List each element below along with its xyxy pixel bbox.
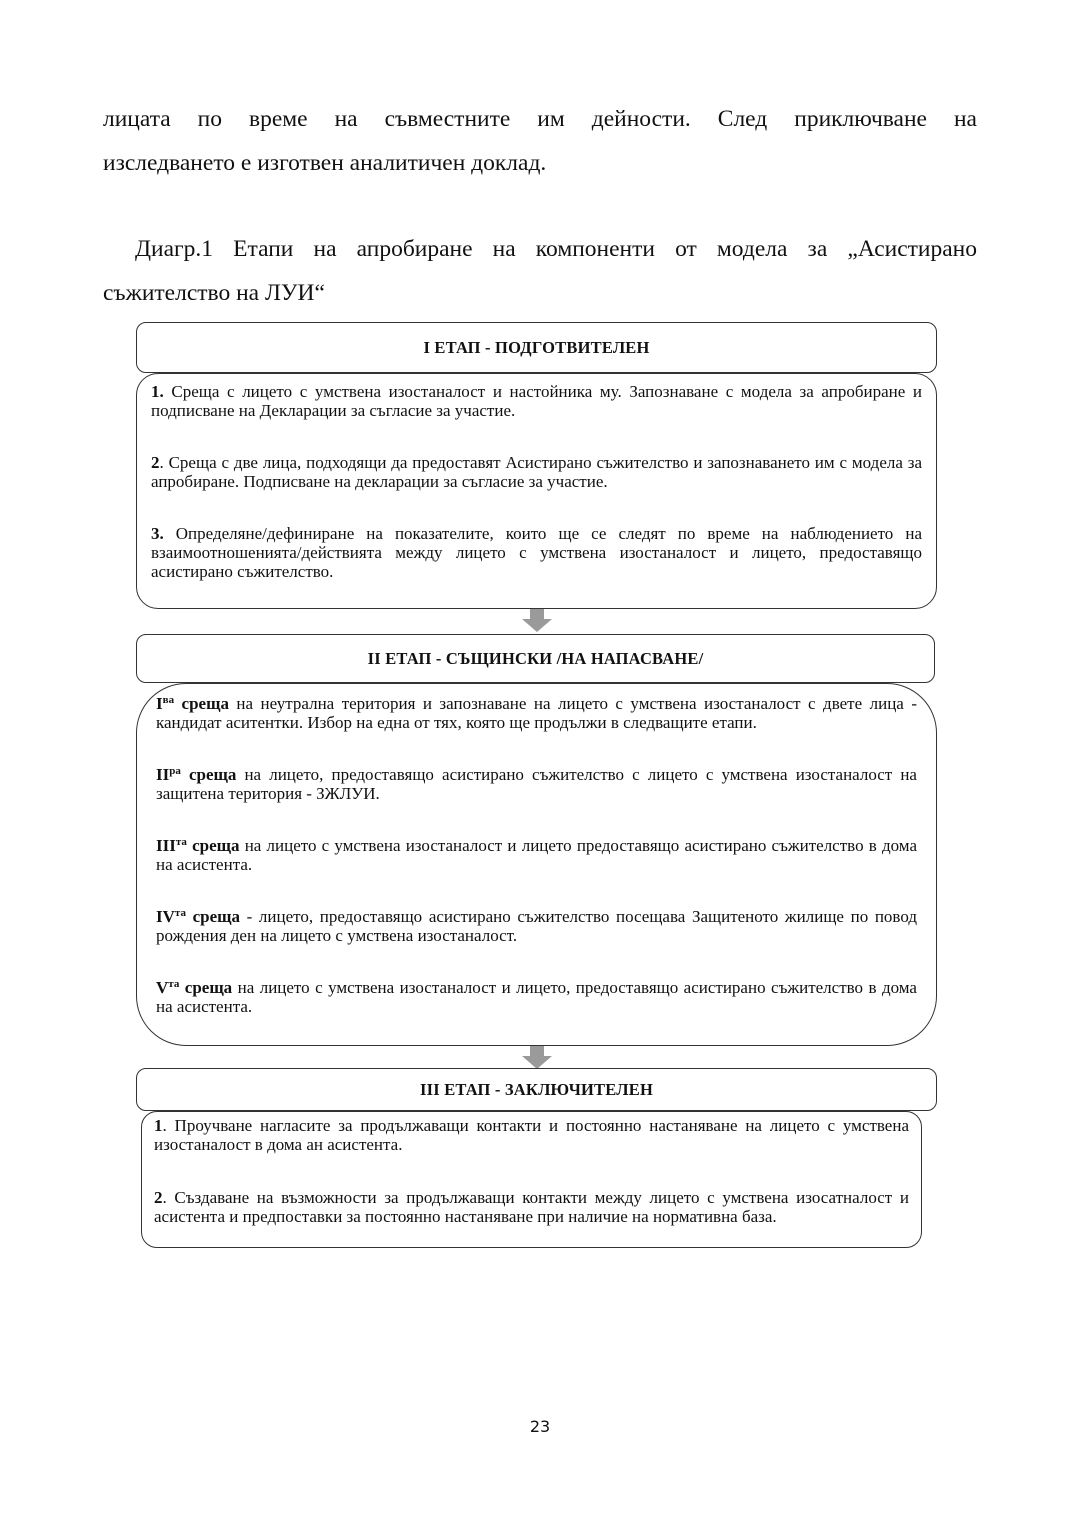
paragraph-line: лицата по време на съвместните им дейности. След приключване на [103, 106, 977, 132]
stage-item [151, 453, 922, 491]
ordinal-suffix: ва [162, 694, 175, 706]
item-number: 1. [151, 382, 164, 401]
stage-item [156, 978, 917, 1016]
item-text: . Създаване на възможности за продължаващи контакти между лицето с умствена изосатналост и асистента и предпоставки за постоянно настаняване при наличие на нормативна база. [154, 1188, 909, 1226]
arrow-down-icon [521, 609, 553, 633]
meeting-ordinal: III [156, 836, 176, 855]
stage-2-body [136, 683, 937, 1046]
meeting-ordinal: II [156, 765, 170, 784]
item-number: 2 [151, 453, 160, 472]
ordinal-suffix: та [174, 907, 186, 919]
item-text: на лицето с умствена изостаналост и лицето предоставящо асистирано съжителство в дома на асистента. [156, 836, 917, 874]
caption-line: съжителство на ЛУИ“ [103, 280, 325, 306]
item-text: Среща с лицето с умствена изостаналост и настойника му. Запознаване с модела за апробиране и подписване на Декларации за съгласие за участие. [151, 382, 922, 420]
item-text: на лицето с умствена изостаналост и лицето, предоставящо асистирано съжителство в дома на асистента. [156, 978, 917, 1016]
ordinal-suffix: ра [169, 765, 181, 777]
stage-item [156, 765, 917, 803]
meeting-word: среща [180, 765, 237, 784]
stage-item [154, 1116, 909, 1154]
meeting-ordinal: I [156, 694, 163, 713]
stage-item [154, 1188, 909, 1226]
stage-item [156, 694, 917, 732]
meeting-word: среща [186, 836, 240, 855]
stage-1-header: I ЕТАП - ПОДГОТВИТЕЛЕН [136, 322, 937, 373]
stage-item [151, 382, 922, 420]
meeting-ordinal: IV [156, 907, 175, 926]
stage-3-body [141, 1111, 922, 1248]
item-text: - лицето, предоставящо асистирано съжителство посещава Защитеното жилище по повод рождения ден на лицето с умствена изостаналост. [156, 907, 917, 945]
meeting-ordinal: V [156, 978, 169, 997]
stage-3-header: III ЕТАП - ЗАКЛЮЧИТЕЛЕН [136, 1068, 937, 1111]
page-number: 23 [529, 1417, 551, 1436]
item-text: Определяне/дефиниране на показателите, които ще се следят по време на наблюдението на взаимоотношенията/действията между лицето с умствена изостаналост и лицето, предоставящо асистирано съжителство. [151, 524, 922, 581]
ordinal-suffix: та [175, 836, 187, 848]
meeting-word: среща [179, 978, 233, 997]
item-text: . Среща с две лица, подходящи да предоставят Асистирано съжителство и запознаването им с модела за апробиране. Подписване на декларации за съгласие за участие. [151, 453, 922, 491]
diagram-caption [103, 227, 977, 315]
stage-item [156, 836, 917, 874]
caption-line: Диагр.1 Етапи на апробиране на компоненти от модела за „Асистирано [135, 236, 977, 262]
stage-1-body [136, 373, 937, 609]
item-text: . Проучване нагласите за продължаващи контакти и постоянно настаняване на лицето с умствена изостаналост в дома ан асистента. [154, 1116, 909, 1154]
stage-2-header: II ЕТАП - СЪЩИНСКИ /НА НАПАСВАНЕ/ [136, 634, 935, 683]
item-number: 3. [151, 524, 164, 543]
stage-item [151, 524, 922, 581]
stage-item [156, 907, 917, 945]
body-paragraph [103, 97, 977, 185]
meeting-word: среща [185, 907, 240, 926]
paragraph-line: изследването е изготвен аналитичен доклад. [103, 150, 547, 176]
item-number: 1 [154, 1116, 163, 1135]
item-number: 2 [154, 1188, 163, 1207]
meeting-word: среща [174, 694, 229, 713]
item-text: на лицето, предоставящо асистирано съжителство с лицето с умствена изостаналост на защитена територия - ЗЖЛУИ. [156, 765, 917, 803]
item-text: на неутрална територия и запознаване на лицето с умствена изостаналост с двете лица - кандидат аситентки. Избор на една от тях, която ще продължи в следващите етапи. [156, 694, 917, 732]
ordinal-suffix: та [168, 978, 180, 990]
arrow-down-icon [521, 1046, 553, 1070]
